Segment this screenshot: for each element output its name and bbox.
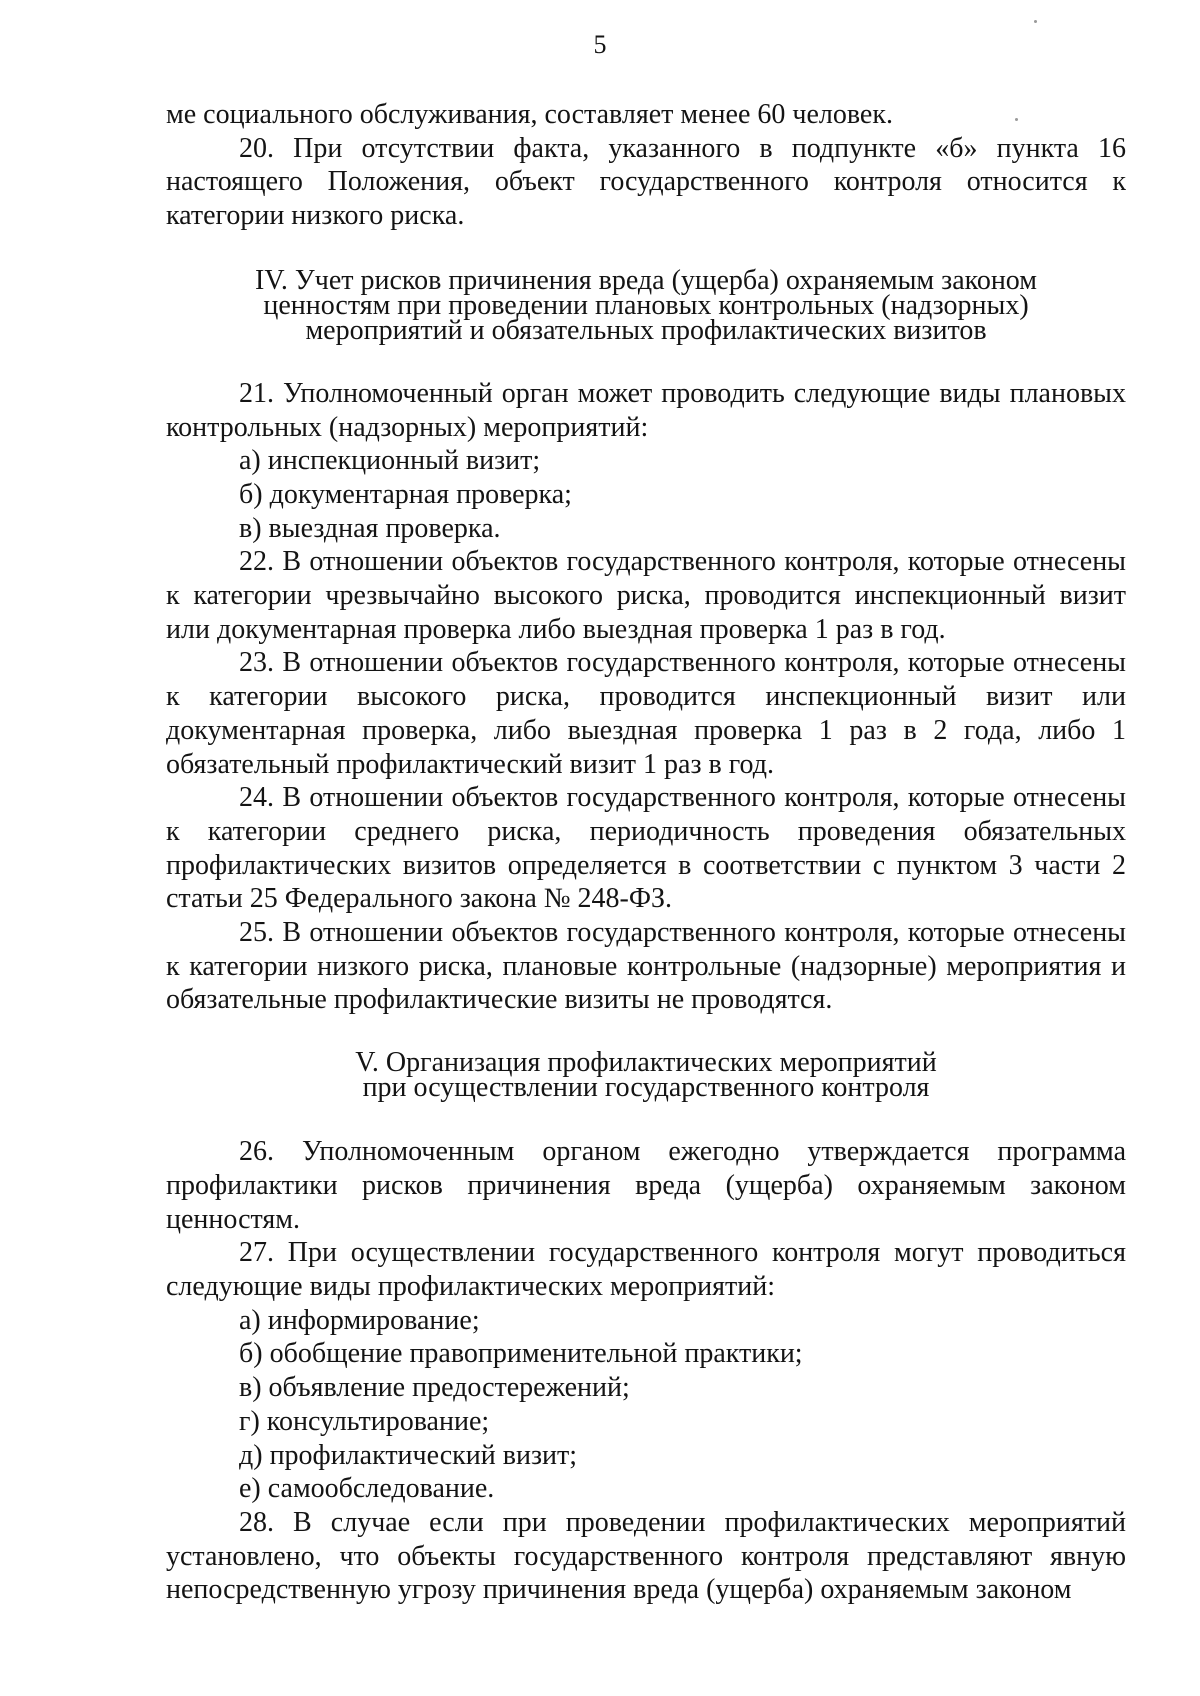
- page-number: 5: [593, 30, 607, 59]
- list-item: б) обобщение правоприменительной практики;: [239, 1338, 803, 1370]
- scan-speck: [1015, 118, 1018, 121]
- section-heading-iv: [166, 264, 1126, 346]
- paragraph-27: 27. При осуществлении государственного контроля могут проводиться следующие виды профилактических мероприятий:: [166, 1237, 1126, 1302]
- section-heading-iv-line-1: IV. Учет рисков причинения вреда (ущерба) охраняемым законом: [255, 264, 1037, 296]
- list-item: е) самообследование.: [239, 1473, 495, 1505]
- paragraph-22: 22. В отношении объектов государственного контроля, которые отнесены к категории чрезвычайно высокого риска, проводится инспекционный визит или документарная проверка либо выездная проверка 1 раз в год.: [166, 546, 1126, 645]
- document-body: [166, 98, 1126, 1607]
- section-heading-iv-line-2: ценностям при проведении плановых контрольных (надзорных): [263, 289, 1029, 321]
- section-heading-v-line-2: при осуществлении государственного контроля: [362, 1072, 930, 1104]
- list-item: а) инспекционный визит;: [239, 445, 541, 477]
- paragraph-28: 28. В случае если при проведении профилактических мероприятий установлено, что объекты государственного контроля представляют явную непосредственную угрозу причинения вреда (ущерба) охраняемым законом: [166, 1506, 1126, 1606]
- paragraph-21: 21. Уполномоченный орган может проводить следующие виды плановых контрольных (надзорных) мероприятий:: [166, 377, 1126, 443]
- list-item: б) документарная проверка;: [239, 478, 572, 510]
- paragraph-27-list: [166, 1304, 1126, 1506]
- list-item: г) консультирование;: [239, 1405, 490, 1437]
- list-item: а) информирование;: [239, 1304, 480, 1336]
- section-heading-v: [166, 1047, 1126, 1104]
- list-item: в) объявление предостережений;: [239, 1372, 630, 1404]
- section-heading-iv-line-3: мероприятий и обязательных профилактических визитов: [305, 314, 987, 346]
- paragraph-23: 23. В отношении объектов государственного контроля, которые отнесены к категории высокого риска, проводится инспекционный визит или документарная проверка, либо выездная проверка 1 раз в 2 года, либо 1 обязательный профилактический визит 1 раз в год.: [166, 647, 1126, 780]
- paragraph-24: 24. В отношении объектов государственного контроля, которые отнесены к категории среднего риска, периодичность проведения обязательных профилактических визитов определяется в соответствии с пунктом 3 части 2 статьи 25 Федерального закона № 248-ФЗ.: [166, 782, 1126, 915]
- list-item: в) выездная проверка.: [239, 512, 501, 544]
- scan-speck: [1034, 20, 1037, 23]
- paragraph-26: 26. Уполномоченным органом ежегодно утверждается программа профилактики рисков причинения вреда (ущерба) охраняемым законом ценностям.: [166, 1136, 1126, 1235]
- list-item: д) профилактический визит;: [239, 1439, 578, 1471]
- paragraph-21-list: [166, 444, 1126, 545]
- paragraph-continuation: ме социального обслуживания, составляет менее 60 человек.: [166, 99, 893, 130]
- section-heading-v-line-1: V. Организация профилактических мероприятий: [355, 1047, 937, 1079]
- paragraph-25: 25. В отношении объектов государственного контроля, которые отнесены к категории низкого риска, плановые контрольные (надзорные) мероприятия и обязательные профилактические визиты не проводятся.: [166, 917, 1126, 1016]
- paragraph-20: 20. При отсутствии факта, указанного в подпункте «б» пункта 16 настоящего Положения, объект государственного контроля относится к категории низкого риска.: [166, 132, 1126, 232]
